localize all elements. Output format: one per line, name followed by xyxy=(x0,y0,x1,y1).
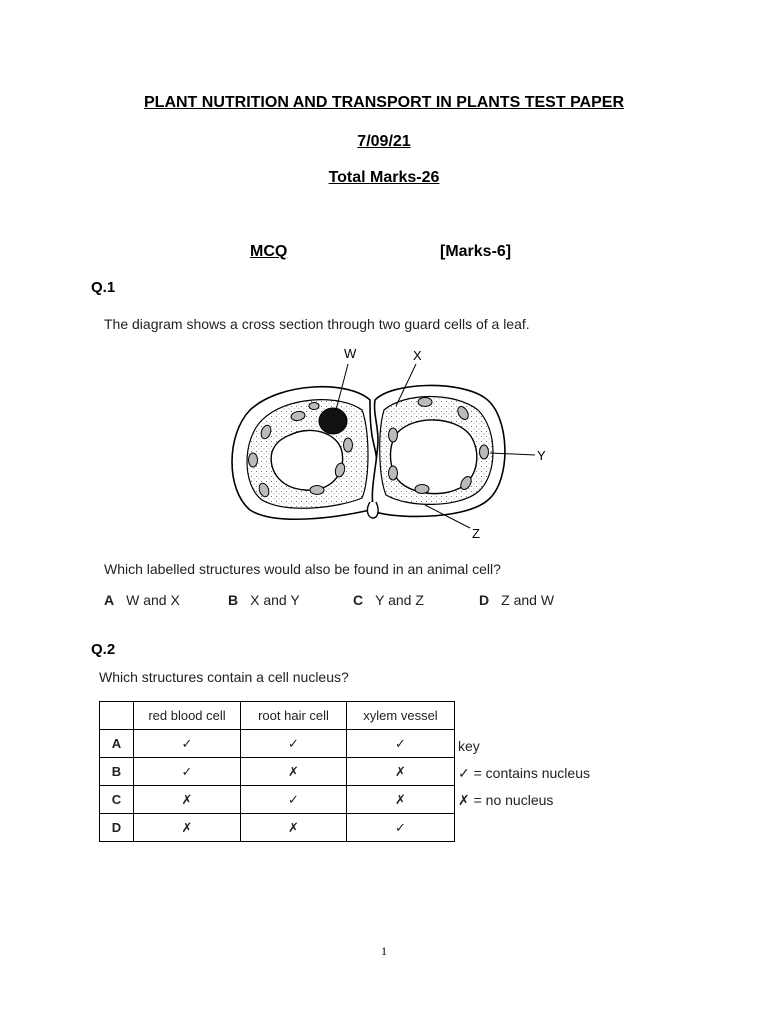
section-marks: [Marks-6] xyxy=(440,243,512,260)
option-d[interactable]: D Z and W xyxy=(479,592,555,608)
label-x: X xyxy=(413,348,422,363)
chloroplast-y xyxy=(480,445,489,459)
column-header: red blood cell xyxy=(134,702,241,730)
test-date: 7/09/21 xyxy=(357,133,411,150)
q1-intro: The diagram shows a cross section through two guard cells of a leaf. xyxy=(104,316,530,332)
label-y: Y xyxy=(537,448,546,463)
total-marks: Total Marks-26 xyxy=(328,169,440,186)
table-cell: ✗ xyxy=(134,814,241,842)
option-b[interactable]: B X and Y xyxy=(228,592,300,608)
key-none: ✗ = no nucleus xyxy=(458,792,554,808)
table-header-row xyxy=(100,702,455,730)
guard-cells-diagram xyxy=(220,340,560,550)
table-cell: ✓ xyxy=(347,814,455,842)
table-cell: ✓ xyxy=(134,730,241,758)
option-a[interactable]: A W and X xyxy=(104,592,180,608)
page-number: 1 xyxy=(381,944,387,958)
table-cell: ✗ xyxy=(241,814,347,842)
table-row xyxy=(100,786,455,814)
table-cell: ✓ xyxy=(241,786,347,814)
row-letter: A xyxy=(100,730,134,758)
table-cell: ✓ xyxy=(134,758,241,786)
key-contains: ✓ = contains nucleus xyxy=(458,765,590,781)
table-cell: ✗ xyxy=(347,758,455,786)
table-row xyxy=(100,814,455,842)
table-cell: ✓ xyxy=(241,730,347,758)
q2-label: Q.2 xyxy=(91,641,116,658)
label-z: Z xyxy=(472,526,480,541)
table-row xyxy=(100,758,455,786)
row-letter: B xyxy=(100,758,134,786)
column-header: root hair cell xyxy=(241,702,347,730)
option-c[interactable]: C Y and Z xyxy=(353,592,424,608)
column-header: xylem vessel xyxy=(347,702,455,730)
row-letter: C xyxy=(100,786,134,814)
q1-question: Which labelled structures would also be found in an animal cell? xyxy=(104,561,501,577)
table-row xyxy=(100,730,455,758)
row-letter: D xyxy=(100,814,134,842)
nucleus-table xyxy=(99,701,455,842)
q1-label: Q.1 xyxy=(91,279,116,296)
section-name: MCQ xyxy=(250,243,288,260)
nucleus xyxy=(319,408,347,434)
table-cell: ✗ xyxy=(134,786,241,814)
key-title: key xyxy=(458,738,480,754)
table-cell: ✗ xyxy=(241,758,347,786)
label-w: W xyxy=(344,346,357,361)
q2-question: Which structures contain a cell nucleus? xyxy=(99,669,349,685)
page-title: PLANT NUTRITION AND TRANSPORT IN PLANTS TEST PAPER xyxy=(144,94,624,111)
table-cell: ✓ xyxy=(347,730,455,758)
left-vacuole xyxy=(271,430,342,490)
table-cell: ✗ xyxy=(347,786,455,814)
